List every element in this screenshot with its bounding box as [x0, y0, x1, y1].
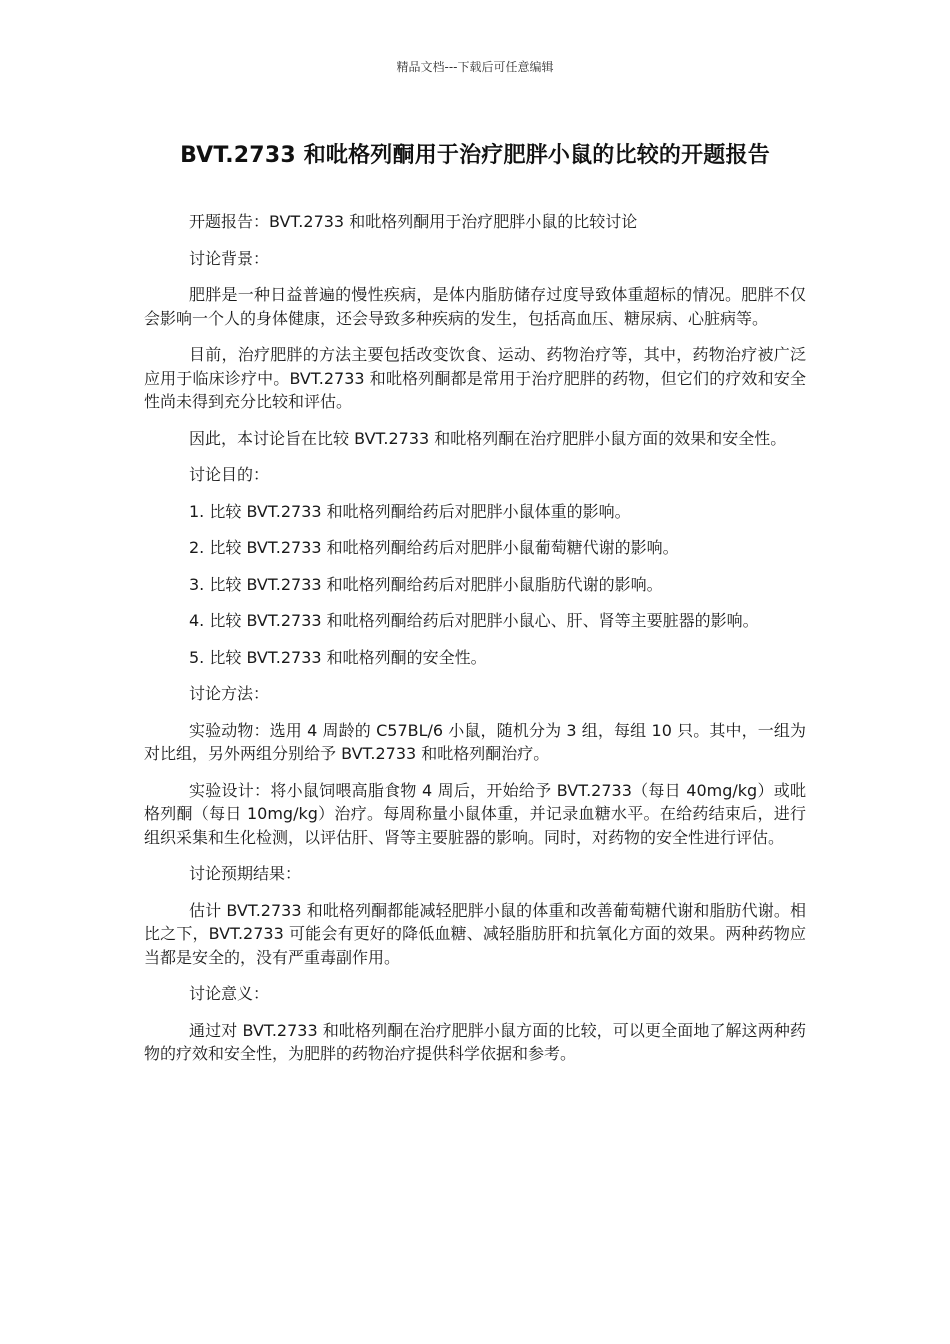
background-paragraph-3: 因此，本讨论旨在比较 BVT.2733 和吡格列酮在治疗肥胖小鼠方面的效果和安全性。	[189, 428, 787, 448]
background-paragraph-1: 肥胖是一种日益普遍的慢性疾病，是体内脂肪储存过度导致体重超标的情况。肥胖不仅会影响一个人的身体健康，还会导致多种疾病的发生，包括高血压、糖尿病、心脏病等。	[144, 285, 806, 328]
objective-item-4: 4. 比较 BVT.2733 和吡格列酮给药后对肥胖小鼠心、肝、肾等主要脏器的影响。	[189, 611, 759, 630]
objective-item-5: 5. 比较 BVT.2733 和吡格列酮的安全性。	[189, 647, 487, 667]
page-header: 精品文档---下载后可任意编辑	[396, 60, 554, 74]
objective-item-2: 2. 比较 BVT.2733 和吡格列酮给药后对肥胖小鼠葡萄糖代谢的影响。	[189, 538, 679, 557]
section-heading-expected-results: 讨论预期结果：	[189, 864, 302, 883]
section-heading-objectives: 讨论目的：	[189, 465, 270, 484]
section-heading-significance: 讨论意义：	[189, 984, 270, 1003]
expected-results-paragraph: 估计 BVT.2733 和吡格列酮都能减轻肥胖小鼠的体重和改善葡萄糖代谢和脂肪代谢。相比之下，BVT.2733 可能会有更好的降低血糖、减轻脂肪肝和抗氧化方面的效果。两种药物应当都是安全的，没有严重毒副作用。	[144, 900, 806, 967]
methods-design-paragraph: 实验设计：将小鼠饲喂高脂食物 4 周后，开始给予 BVT.2733（每日 40mg/kg）或吡格列酮（每日 10mg/kg）治疗。每周称量小鼠体重，并记录血糖水平。在给药结束后，进行组织采集和生化检测，以评估肝、肾等主要脏器的影响。同时，对药物的安全性进行评估。	[144, 780, 806, 847]
section-heading-background: 讨论背景：	[189, 248, 270, 268]
objective-item-1: 1. 比较 BVT.2733 和吡格列酮给药后对肥胖小鼠体重的影响。	[189, 501, 631, 521]
document-title: BVT.2733 和吡格列酮用于治疗肥胖小鼠的比较的开题报告	[180, 143, 770, 168]
objective-item-3: 3. 比较 BVT.2733 和吡格列酮给药后对肥胖小鼠脂肪代谢的影响。	[189, 574, 663, 594]
report-subtitle: 开题报告：BVT.2733 和吡格列酮用于治疗肥胖小鼠的比较讨论	[189, 212, 638, 231]
section-heading-methods: 讨论方法：	[189, 684, 270, 703]
significance-paragraph: 通过对 BVT.2733 和吡格列酮在治疗肥胖小鼠方面的比较，可以更全面地了解这两种药物的疗效和安全性，为肥胖的药物治疗提供科学依据和参考。	[144, 1020, 806, 1063]
methods-animals-paragraph: 实验动物：选用 4 周龄的 C57BL/6 小鼠，随机分为 3 组，每组 10 只。其中，一组为对比组，另外两组分别给予 BVT.2733 和吡格列酮治疗。	[144, 720, 806, 763]
document-body	[144, 210, 806, 1079]
background-paragraph-2: 目前，治疗肥胖的方法主要包括改变饮食、运动、药物治疗等，其中，药物治疗被广泛应用于临床诊疗中。BVT.2733 和吡格列酮都是常用于治疗肥胖的药物，但它们的疗效和安全性尚未得到充分比较和评估。	[144, 345, 806, 411]
